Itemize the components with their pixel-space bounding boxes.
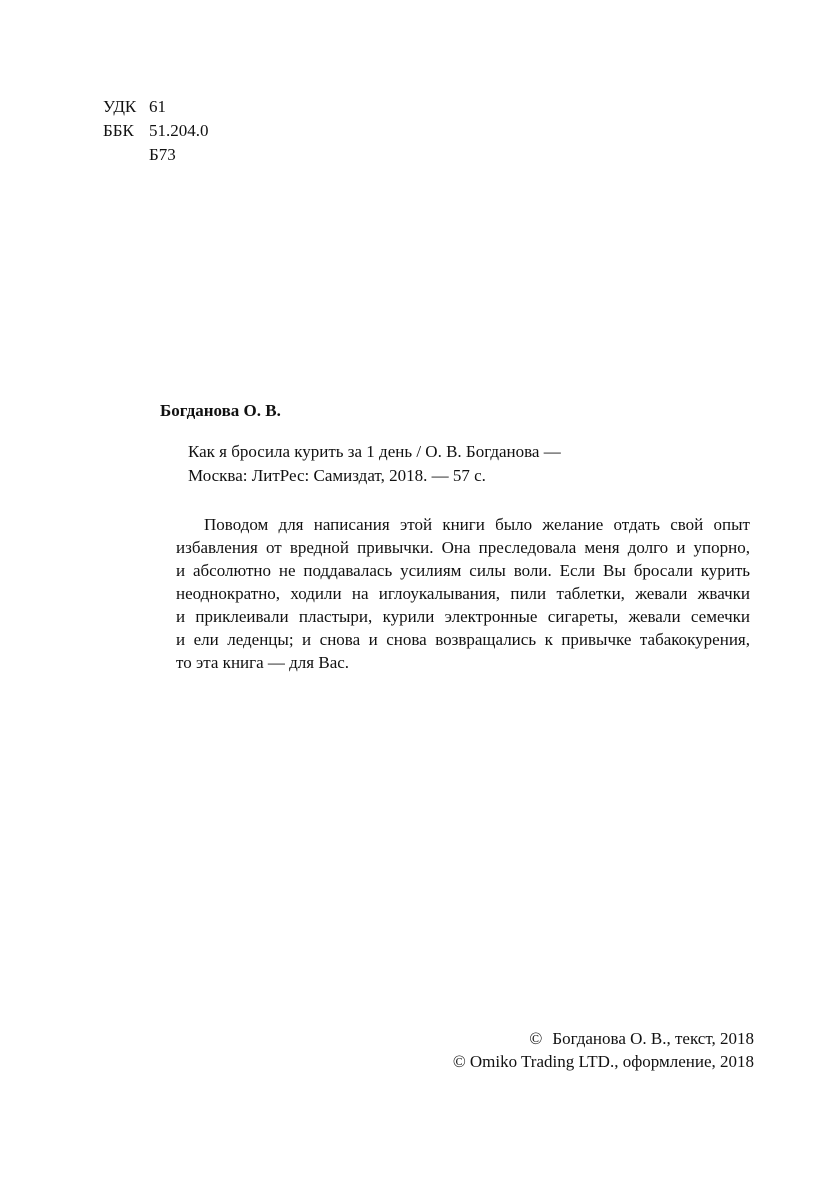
annotation-line: и приклеивали пластыри, курили электронные сигареты, жевали семечки [176, 607, 750, 626]
author-heading: Богданова О. В. [160, 401, 281, 420]
annotation-line: Поводом для написания этой книги было желание отдать свой опыт [204, 515, 750, 534]
bib-title-line: Как я бросила курить за 1 день / О. В. Богданова — [188, 442, 561, 461]
author-mark-spacer [103, 143, 149, 167]
copyright-symbol: © [452, 1052, 466, 1071]
classification-block [103, 95, 209, 167]
annotation-paragraph [176, 513, 750, 674]
udk-value: 61 [149, 97, 166, 116]
udk-row [103, 95, 209, 119]
copyright-text: Богданова О. В., текст, 2018 [552, 1029, 754, 1048]
author-mark-row [103, 143, 209, 167]
copyright-design: Omiko Trading LTD., оформление, 2018 [469, 1052, 754, 1071]
copyright-block [453, 1027, 754, 1073]
annotation-line: и ели леденцы; и снова и снова возвращались к привычке табакокурения, [176, 630, 750, 649]
annotation-line: то эта книга — для Вас. [176, 653, 350, 672]
copyright-text-line [453, 1027, 754, 1050]
annotation-line: неоднократно, ходили на иглоукалывания, пили таблетки, жевали жвачки [176, 584, 750, 603]
bbk-label: ББК [103, 121, 134, 140]
author-mark: Б73 [149, 145, 176, 164]
copyright-symbol: © [529, 1029, 543, 1048]
bbk-value: 51.204.0 [149, 121, 209, 140]
copyright-design-line [453, 1050, 754, 1073]
udk-label: УДК [103, 97, 137, 116]
annotation-line: избавления от вредной привычки. Она преследовала меня долго и упорно, [176, 538, 750, 557]
bib-publisher-line: Москва: ЛитРес: Самиздат, 2018. — 57 с. [188, 466, 486, 485]
bbk-row [103, 119, 209, 143]
bibliographic-record [188, 440, 561, 488]
annotation-line: и абсолютно не поддавалась усилиям силы воли. Если Вы бросали курить [176, 561, 750, 580]
